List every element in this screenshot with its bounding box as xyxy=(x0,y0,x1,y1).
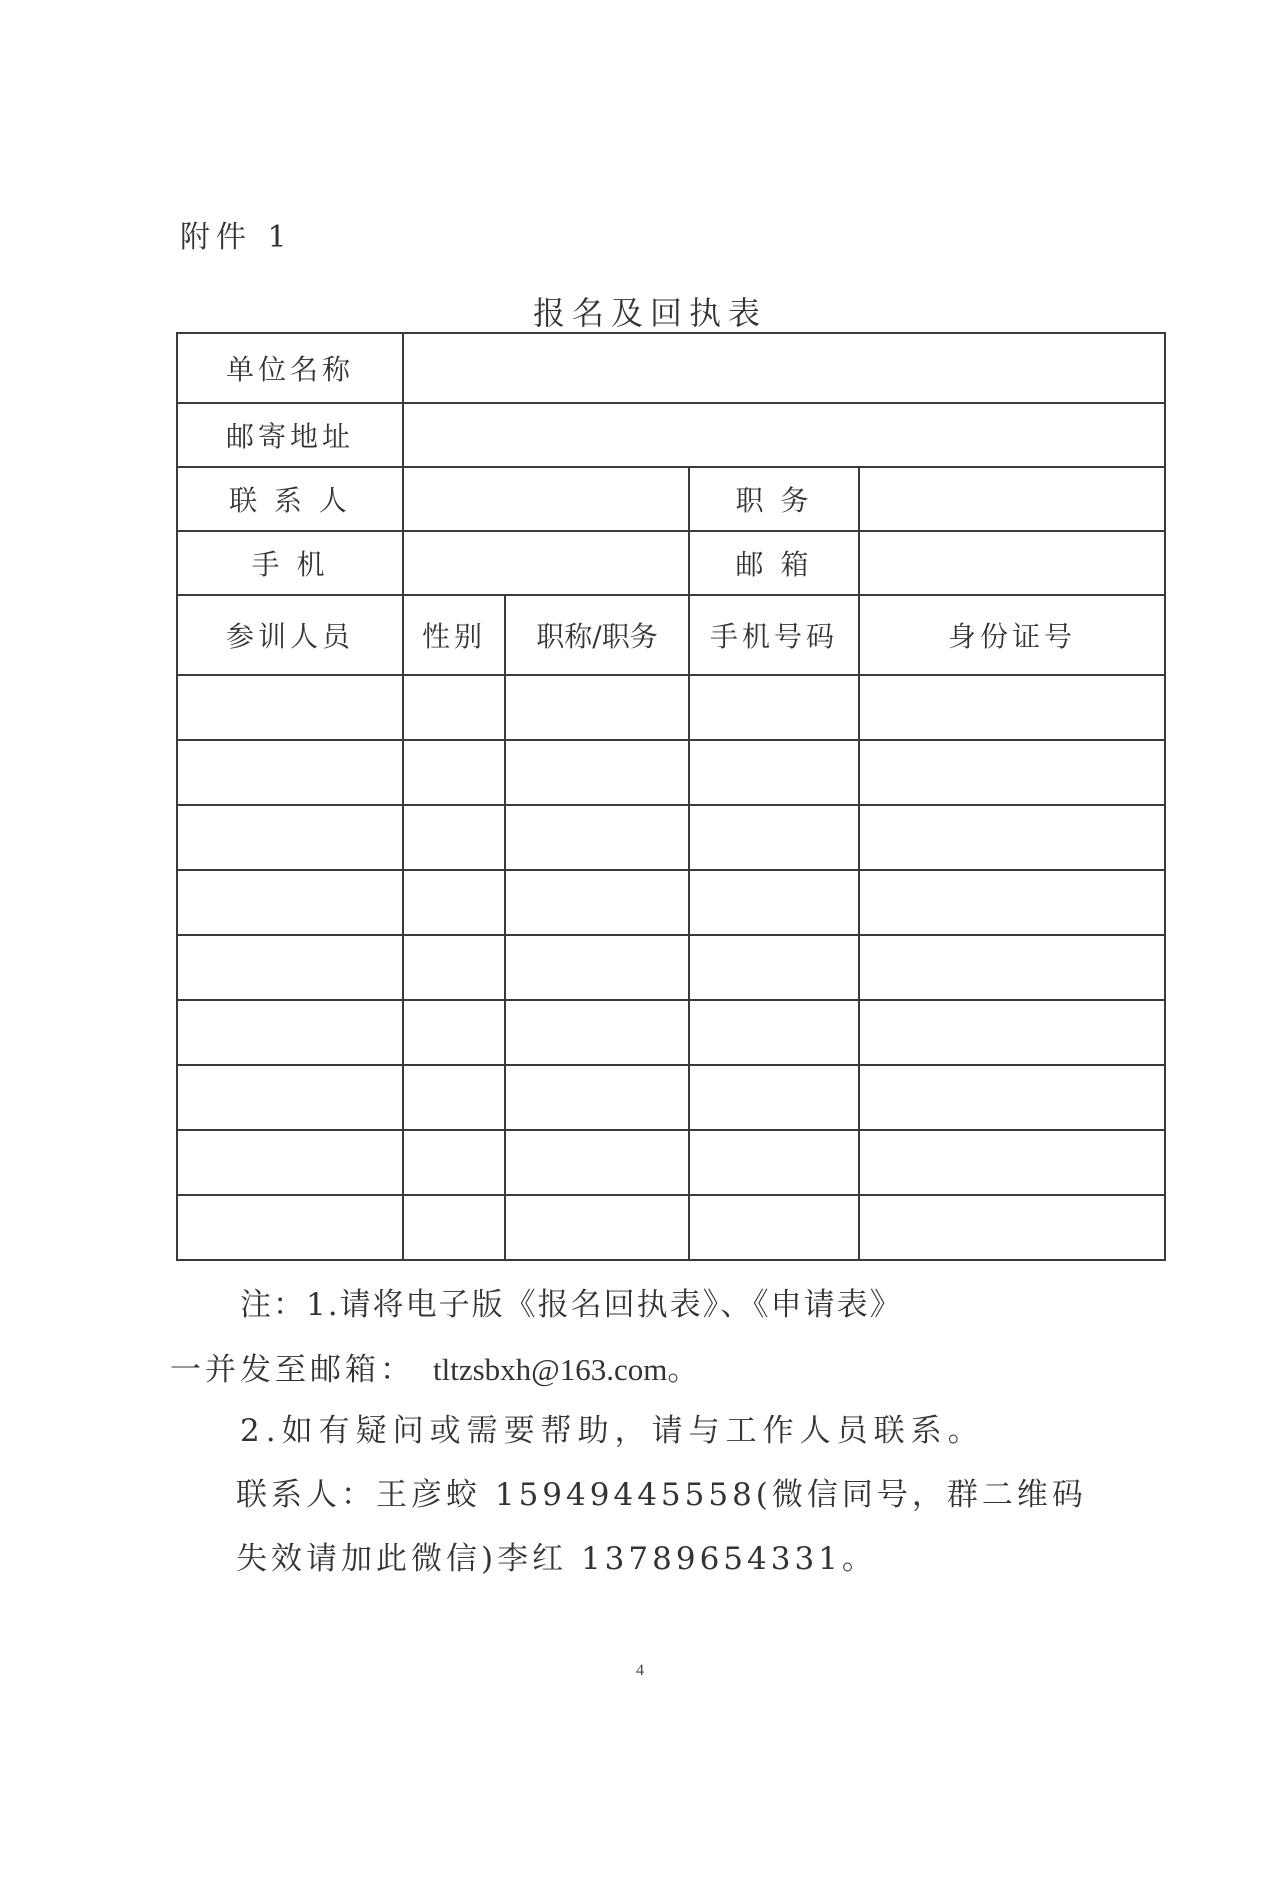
title-position-cell[interactable] xyxy=(505,1065,689,1130)
id-number-cell[interactable] xyxy=(859,805,1165,870)
phone-number-cell[interactable] xyxy=(689,1000,859,1065)
submission-email: tltzsbxh@163.com xyxy=(433,1352,668,1387)
participant-name-cell[interactable] xyxy=(177,935,403,1000)
phone-number-cell[interactable] xyxy=(689,675,859,740)
unit-name-label: 单位名称 xyxy=(177,333,403,403)
title-position-cell[interactable] xyxy=(505,935,689,1000)
participant-row xyxy=(177,740,1165,805)
participant-name-cell[interactable] xyxy=(177,1065,403,1130)
id-number-cell[interactable] xyxy=(859,935,1165,1000)
unit-name-field[interactable] xyxy=(403,333,1165,403)
participant-row xyxy=(177,805,1165,870)
participants-header-row xyxy=(177,595,1165,675)
mobile-row xyxy=(177,531,1165,595)
mailing-address-label: 邮寄地址 xyxy=(177,403,403,467)
participant-name-cell[interactable] xyxy=(177,870,403,935)
contact-field[interactable] xyxy=(403,467,689,531)
id-number-cell[interactable] xyxy=(859,1000,1165,1065)
note-line-2-prefix: 一并发至邮箱： xyxy=(170,1352,415,1388)
note-line-4: 联系人：王彦蛟 15949445558(微信同号，群二维码 xyxy=(236,1477,1087,1513)
id-number-cell[interactable] xyxy=(859,740,1165,805)
page-number: 4 xyxy=(636,1662,644,1679)
note-line-2 xyxy=(170,1354,702,1386)
id-number-cell[interactable] xyxy=(859,870,1165,935)
gender-cell[interactable] xyxy=(403,1065,505,1130)
note-line-3: 2.如有疑问或需要帮助，请与工作人员联系。 xyxy=(240,1413,985,1449)
gender-cell[interactable] xyxy=(403,1130,505,1195)
phone-number-cell[interactable] xyxy=(689,870,859,935)
position-field[interactable] xyxy=(859,467,1165,531)
participant-row xyxy=(177,1000,1165,1065)
phone-number-cell[interactable] xyxy=(689,805,859,870)
title-position-cell[interactable] xyxy=(505,1000,689,1065)
id-number-cell[interactable] xyxy=(859,1065,1165,1130)
participant-name-cell[interactable] xyxy=(177,1130,403,1195)
phone-number-cell[interactable] xyxy=(689,1195,859,1260)
gender-cell[interactable] xyxy=(403,1195,505,1260)
gender-cell[interactable] xyxy=(403,870,505,935)
phone-number-column-header: 手机号码 xyxy=(689,595,859,675)
participant-name-cell[interactable] xyxy=(177,675,403,740)
title-position-cell[interactable] xyxy=(505,1195,689,1260)
participant-row xyxy=(177,1065,1165,1130)
note-line-1: 注：1.请将电子版《报名回执表》、《申请表》 xyxy=(240,1287,903,1323)
mobile-label: 手 机 xyxy=(177,531,403,595)
title-position-cell[interactable] xyxy=(505,675,689,740)
mobile-field[interactable] xyxy=(403,531,689,595)
title-position-cell[interactable] xyxy=(505,805,689,870)
gender-cell[interactable] xyxy=(403,740,505,805)
gender-column-header: 性别 xyxy=(403,595,505,675)
gender-cell[interactable] xyxy=(403,805,505,870)
participant-row xyxy=(177,935,1165,1000)
gender-cell[interactable] xyxy=(403,675,505,740)
email-field[interactable] xyxy=(859,531,1165,595)
id-number-column-header: 身份证号 xyxy=(859,595,1165,675)
title-position-cell[interactable] xyxy=(505,740,689,805)
phone-number-cell[interactable] xyxy=(689,740,859,805)
phone-number-cell[interactable] xyxy=(689,1065,859,1130)
title-position-cell[interactable] xyxy=(505,1130,689,1195)
participant-row xyxy=(177,870,1165,935)
id-number-cell[interactable] xyxy=(859,675,1165,740)
mailing-address-row xyxy=(177,403,1165,467)
attachment-label: 附件 1 xyxy=(180,220,293,255)
id-number-cell[interactable] xyxy=(859,1130,1165,1195)
form-title: 报名及回执表 xyxy=(532,294,767,332)
participant-row xyxy=(177,1130,1165,1195)
participant-name-cell[interactable] xyxy=(177,740,403,805)
registration-form-table xyxy=(176,332,1166,1261)
note-line-2-suffix: 。 xyxy=(667,1352,703,1388)
phone-number-cell[interactable] xyxy=(689,935,859,1000)
participant-name-cell[interactable] xyxy=(177,805,403,870)
gender-cell[interactable] xyxy=(403,1000,505,1065)
position-label: 职 务 xyxy=(689,467,859,531)
gender-cell[interactable] xyxy=(403,935,505,1000)
email-label: 邮 箱 xyxy=(689,531,859,595)
note-line-5: 失效请加此微信)李红 13789654331。 xyxy=(236,1541,877,1577)
id-number-cell[interactable] xyxy=(859,1195,1165,1260)
participants-label: 参训人员 xyxy=(177,595,403,675)
unit-name-row xyxy=(177,333,1165,403)
title-position-cell[interactable] xyxy=(505,870,689,935)
contact-row xyxy=(177,467,1165,531)
participant-name-cell[interactable] xyxy=(177,1000,403,1065)
phone-number-cell[interactable] xyxy=(689,1130,859,1195)
contact-label: 联 系 人 xyxy=(177,467,403,531)
title-position-column-header: 职称/职务 xyxy=(505,595,689,675)
mailing-address-field[interactable] xyxy=(403,403,1165,467)
participant-row xyxy=(177,675,1165,740)
participant-row xyxy=(177,1195,1165,1260)
participant-name-cell[interactable] xyxy=(177,1195,403,1260)
